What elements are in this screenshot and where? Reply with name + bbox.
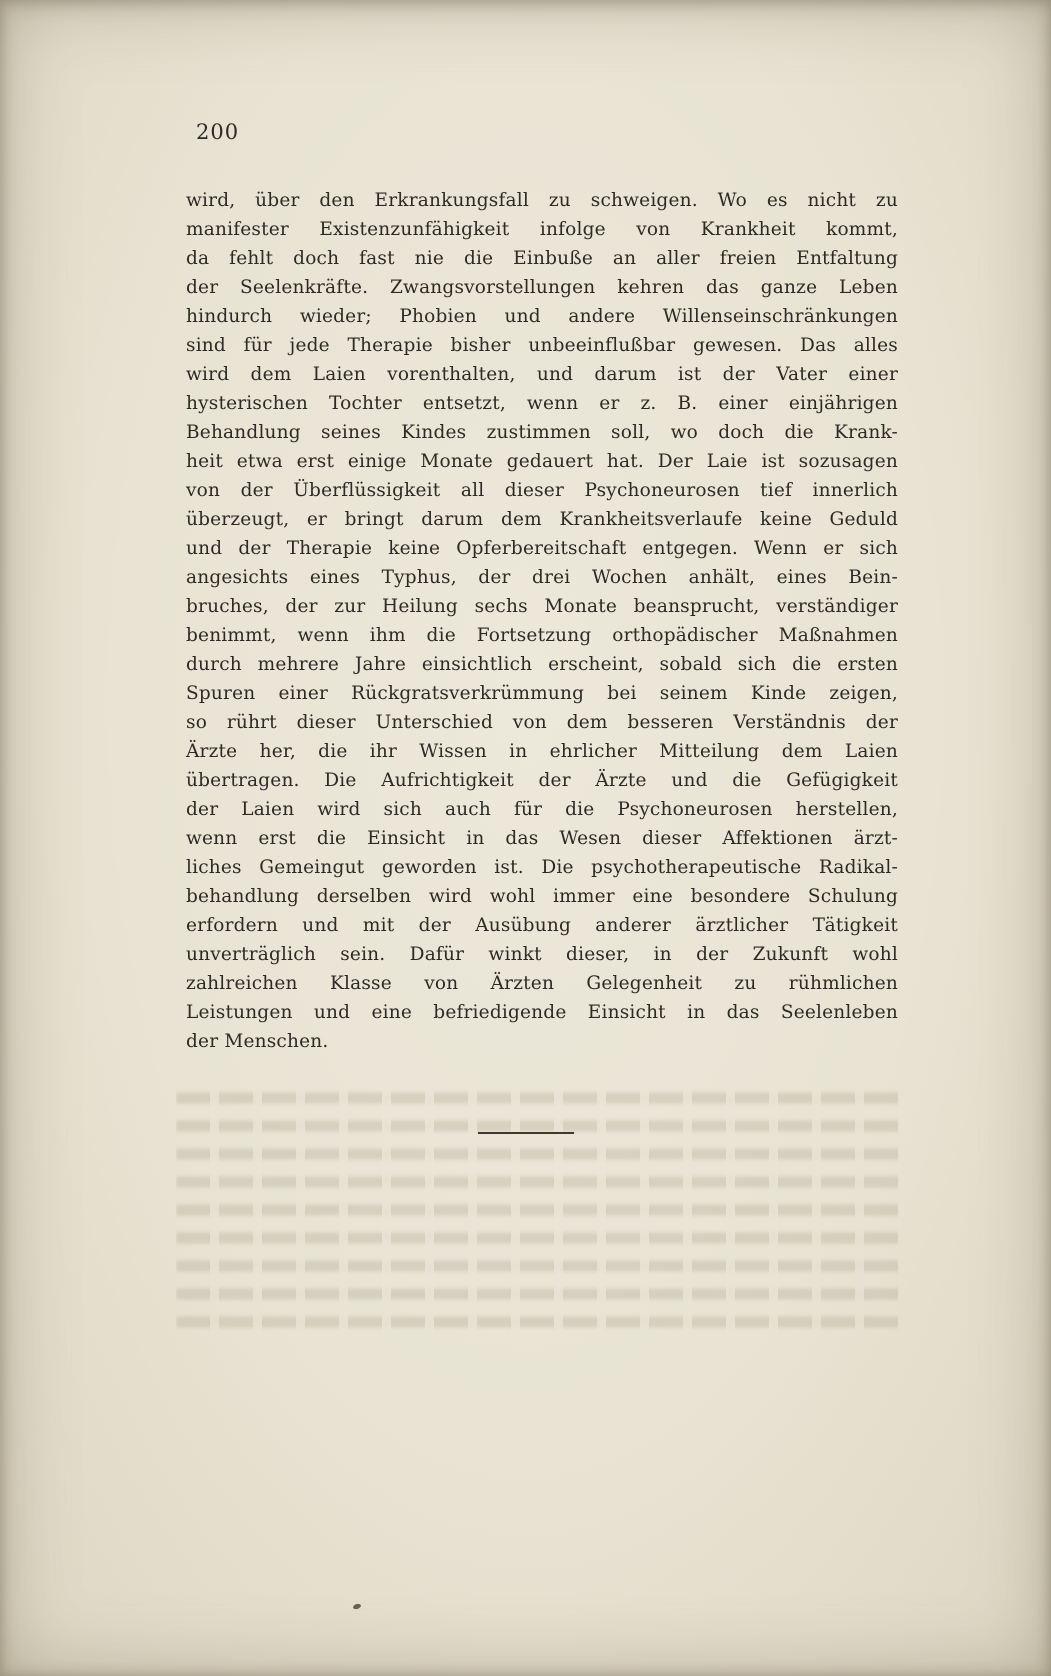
- page-number: 200: [196, 120, 240, 144]
- text-line: Ärzte her, die ihr Wissen in ehrlicher Mitteilung dem Laien: [186, 741, 898, 762]
- text-line: da fehlt doch fast nie die Einbuße an aller freien Entfaltung: [186, 248, 898, 269]
- text-line: zahlreichen Klasse von Ärzten Gelegenheit zu rühmlichen: [186, 973, 898, 994]
- text-line: liches Gemeingut geworden ist. Die psychotherapeutische Radikal-: [186, 857, 898, 878]
- text-line: Behandlung seines Kindes zustimmen soll, wo doch die Krank-: [186, 422, 898, 443]
- ink-speck: [352, 1603, 361, 1610]
- text-line: wenn erst die Einsicht in das Wesen dieser Affektionen ärzt-: [186, 828, 898, 849]
- text-line: sind für jede Therapie bisher unbeeinflußbar gewesen. Das alles: [186, 335, 898, 356]
- text-line: durch mehrere Jahre einsichtlich erscheint, sobald sich die ersten: [186, 654, 898, 675]
- text-line: angesichts eines Typhus, der drei Wochen anhält, eines Bein-: [186, 567, 898, 588]
- text-line: Spuren einer Rückgratsverkrümmung bei seinem Kinde zeigen,: [186, 683, 898, 704]
- body-text: [186, 186, 898, 1056]
- text-line: der Seelenkräfte. Zwangsvorstellungen kehren das ganze Leben: [186, 277, 898, 298]
- text-line: erfordern und mit der Ausübung anderer ärztlicher Tätigkeit: [186, 915, 898, 936]
- text-line: hindurch wieder; Phobien und andere Willenseinschränkungen: [186, 306, 898, 327]
- text-line: wird dem Laien vorenthalten, und darum ist der Vater einer: [186, 364, 898, 385]
- text-line: so rührt dieser Unterschied von dem besseren Verständnis der: [186, 712, 898, 733]
- text-line: unverträglich sein. Dafür winkt dieser, in der Zukunft wohl: [186, 944, 898, 965]
- text-line: von der Überflüssigkeit all dieser Psychoneurosen tief innerlich: [186, 480, 898, 501]
- text-line: hysterischen Tochter entsetzt, wenn er z. B. einer einjährigen: [186, 393, 898, 414]
- text-line: wird, über den Erkrankungsfall zu schweigen. Wo es nicht zu: [186, 190, 898, 211]
- text-line: heit etwa erst einige Monate gedauert hat. Der Laie ist sozusagen: [186, 451, 898, 472]
- text-line: Leistungen und eine befriedigende Einsicht in das Seelenleben: [186, 1002, 898, 1023]
- section-divider: [478, 1132, 574, 1134]
- text-line: übertragen. Die Aufrichtigkeit der Ärzte und die Gefügigkeit: [186, 770, 898, 791]
- bleedthrough-ghost-text: [176, 1082, 900, 1334]
- text-line: manifester Existenzunfähigkeit infolge von Krankheit kommt,: [186, 219, 898, 240]
- text-line: überzeugt, er bringt darum dem Krankheitsverlaufe keine Geduld: [186, 509, 898, 530]
- text-line: benimmt, wenn ihm die Fortsetzung orthopädischer Maßnahmen: [186, 625, 898, 646]
- text-line: der Menschen.: [186, 1031, 329, 1052]
- text-line: und der Therapie keine Opferbereitschaft entgegen. Wenn er sich: [186, 538, 898, 559]
- text-line: behandlung derselben wird wohl immer eine besondere Schulung: [186, 886, 898, 907]
- text-line: bruches, der zur Heilung sechs Monate beansprucht, verständiger: [186, 596, 898, 617]
- text-line: der Laien wird sich auch für die Psychoneurosen herstellen,: [186, 799, 898, 820]
